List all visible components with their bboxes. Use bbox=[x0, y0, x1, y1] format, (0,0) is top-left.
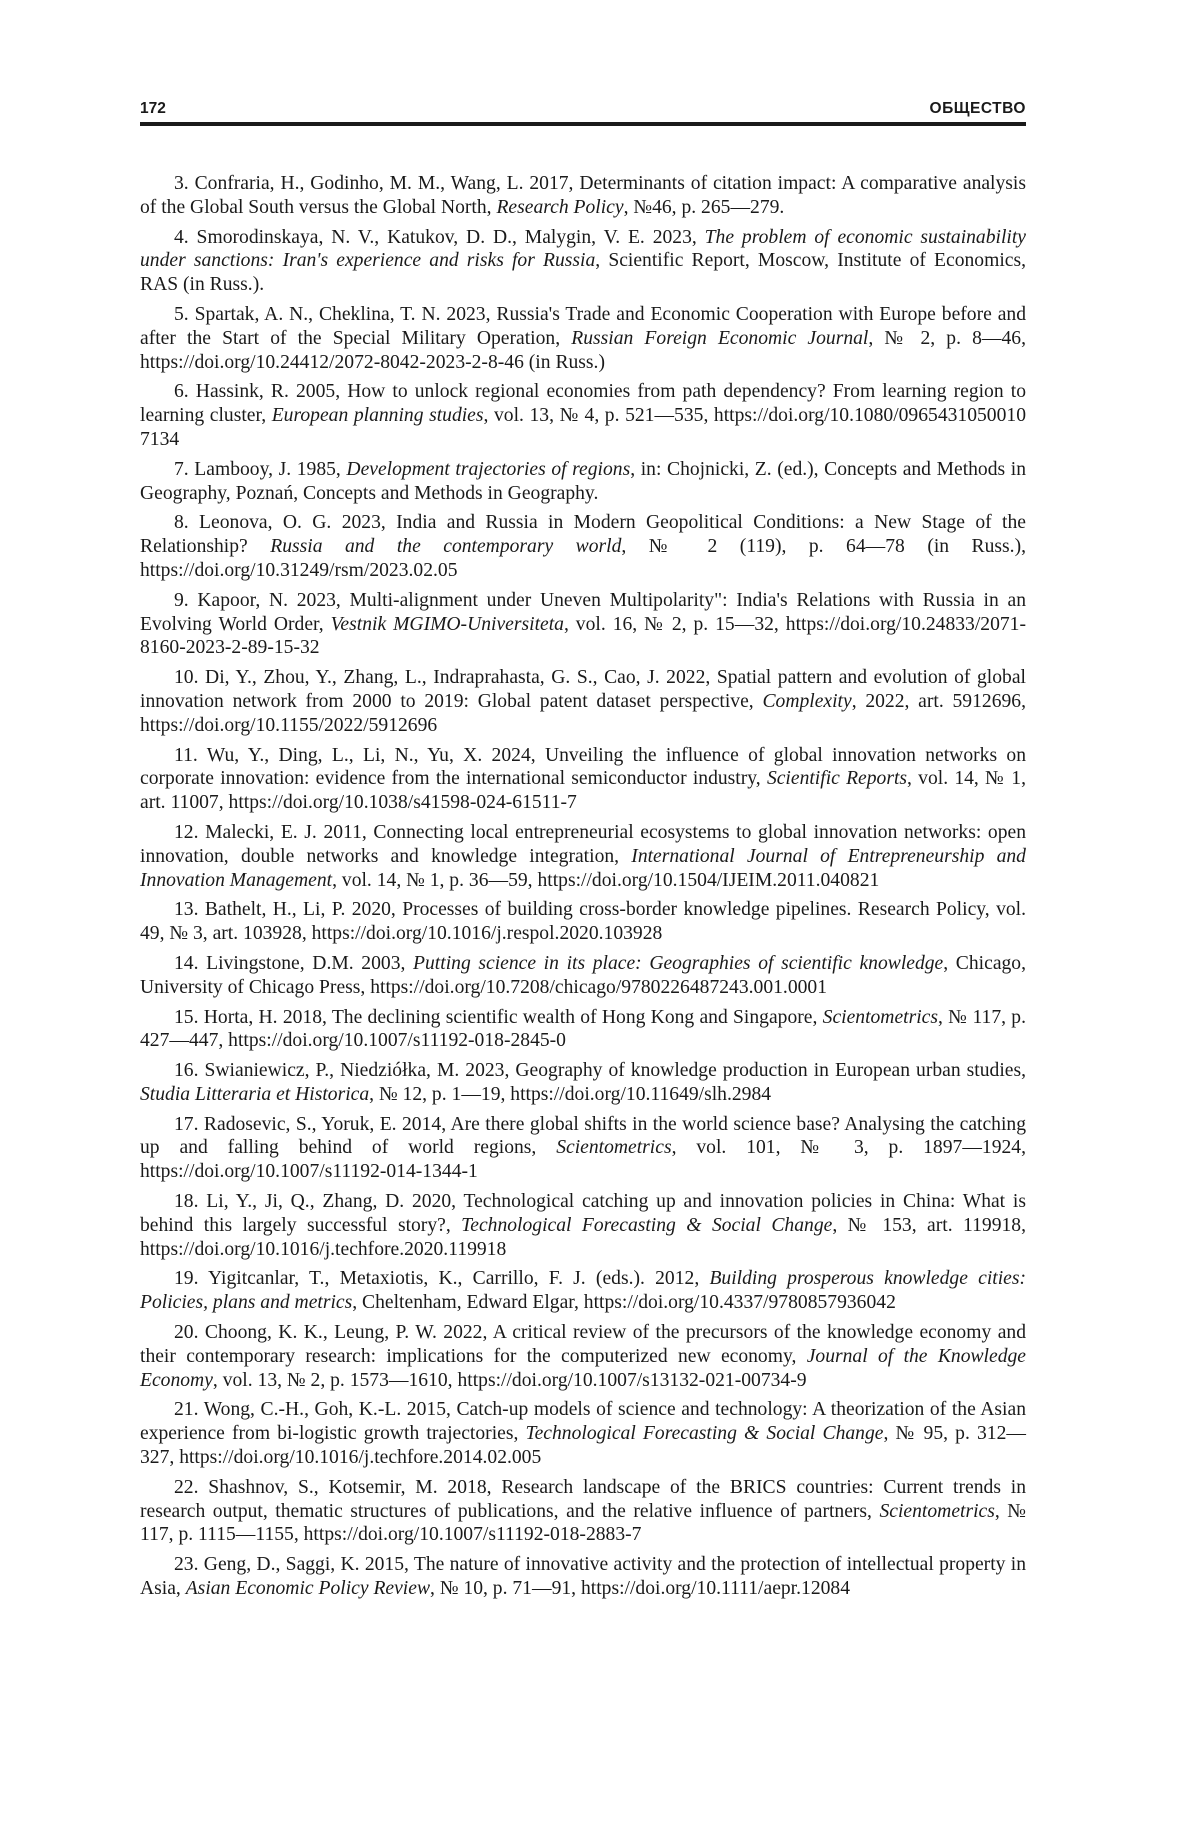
reference-source-title: The problem of economic sustainability under sanctions: Iran's experience and risks for Russia bbox=[140, 227, 1026, 272]
reference-entry bbox=[140, 172, 1026, 220]
reference-details: , 2022, art. 5912696, https://doi.org/10.1155/2022/5912696 bbox=[140, 691, 1026, 736]
reference-entry bbox=[140, 952, 1026, 1000]
page-header bbox=[140, 98, 1026, 124]
reference-source-title: Journal of the Knowledge Economy bbox=[140, 1346, 1026, 1391]
reference-source-title: Russia and the contemporary world bbox=[270, 536, 621, 557]
reference-entry bbox=[140, 1113, 1026, 1184]
reference-text: 4. Smorodinskaya, N. V., Katukov, D. D., Malygin, V. E. 2023, bbox=[174, 227, 705, 248]
reference-details: , № 117, p. 427—447, https://doi.org/10.1007/s11192-018-2845-0 bbox=[140, 1007, 1026, 1052]
reference-source-title: Studia Litteraria et Historica bbox=[140, 1084, 369, 1105]
reference-entry bbox=[140, 666, 1026, 737]
reference-details: , Cheltenham, Edward Elgar, https://doi.org/10.4337/9780857936042 bbox=[352, 1292, 896, 1313]
reference-details: , № 12, p. 1—19, https://doi.org/10.11649/slh.2984 bbox=[369, 1084, 771, 1105]
reference-text: 9. Kapoor, N. 2023, Multi-alignment under Uneven Multipolarity": India's Relations with Russia in an Evolving World Order, bbox=[140, 590, 1026, 635]
reference-details: , Chicago, University of Chicago Press, https://doi.org/10.7208/chicago/9780226487243.001.0001 bbox=[140, 953, 1026, 998]
reference-entry bbox=[140, 744, 1026, 815]
reference-text: 19. Yigitcanlar, T., Metaxiotis, K., Carrillo, F. J. (eds.). 2012, bbox=[174, 1268, 709, 1289]
reference-entry bbox=[140, 458, 1026, 506]
reference-text: 7. Lambooy, J. 1985, bbox=[174, 459, 346, 480]
reference-text: 10. Di, Y., Zhou, Y., Zhang, L., Indraprahasta, G. S., Cao, J. 2022, Spatial pattern and evolution of global innovation network from 2000 to 2019: Global patent dataset perspective, bbox=[140, 667, 1026, 712]
reference-entry bbox=[140, 1190, 1026, 1261]
reference-source-title: Asian Economic Policy Review bbox=[186, 1578, 430, 1599]
reference-source-title: Russian Foreign Economic Journal bbox=[571, 328, 868, 349]
reference-details: , №46, p. 265—279. bbox=[624, 197, 785, 218]
reference-source-title: Scientometrics bbox=[556, 1137, 671, 1158]
reference-entry bbox=[140, 1006, 1026, 1054]
reference-entry bbox=[140, 1321, 1026, 1392]
reference-entry bbox=[140, 1398, 1026, 1469]
reference-entry bbox=[140, 1267, 1026, 1315]
reference-text: 12. Malecki, E. J. 2011, Connecting local entrepreneurial ecosystems to global innovation networks: open innovation, double networks and knowledge integration, bbox=[140, 822, 1026, 867]
reference-entry bbox=[140, 589, 1026, 660]
reference-entry bbox=[140, 1553, 1026, 1601]
reference-source-title: Technological Forecasting & Social Change bbox=[526, 1423, 884, 1444]
reference-details: , vol. 14, № 1, art. 11007, https://doi.org/10.1038/s41598-024-61511-7 bbox=[140, 768, 1026, 813]
reference-details: , № 2 (119), p. 64—78 (in Russ.), https://doi.org/10.31249/rsm/2023.02.05 bbox=[140, 536, 1026, 581]
reference-entry bbox=[140, 511, 1026, 582]
reference-text: 21. Wong, C.-H., Goh, K.-L. 2015, Catch-up models of science and technology: A theorization of the Asian experience from bi-logistic growth trajectories, bbox=[140, 1399, 1026, 1444]
reference-entry bbox=[140, 1476, 1026, 1547]
reference-details: , № 153, art. 119918, https://doi.org/10.1016/j.techfore.2020.119918 bbox=[140, 1215, 1026, 1260]
reference-source-title: Vestnik MGIMO-Universiteta bbox=[331, 614, 564, 635]
reference-source-title: Complexity bbox=[762, 691, 851, 712]
reference-details: , vol. 101, № 3, p. 1897—1924, https://doi.org/10.1007/s11192-014-1344-1 bbox=[140, 1137, 1026, 1182]
reference-source-title: Scientific Reports bbox=[767, 768, 907, 789]
reference-text: 22. Shashnov, S., Kotsemir, M. 2018, Research landscape of the BRICS countries: Current trends in research output, thematic structures of publications, and the relative influence of partners, bbox=[140, 1477, 1026, 1522]
reference-details: , Scientific Report, Moscow, Institute of Economics, RAS (in Russ.). bbox=[140, 250, 1026, 295]
reference-source-title: European planning studies bbox=[272, 405, 484, 426]
reference-entry bbox=[140, 380, 1026, 451]
reference-details: , № 95, p. 312—327, https://doi.org/10.1016/j.techfore.2014.02.005 bbox=[140, 1423, 1026, 1468]
reference-source-title: Scientometrics bbox=[823, 1007, 938, 1028]
reference-entry bbox=[140, 1059, 1026, 1107]
reference-text: 17. Radosevic, S., Yoruk, E. 2014, Are there global shifts in the world science base? Analysing the catching up and falling behind of world regions, bbox=[140, 1114, 1026, 1159]
page-number: 172 bbox=[140, 100, 166, 118]
reference-text: 6. Hassink, R. 2005, How to unlock regional economies from path dependency? From learning region to learning cluster, bbox=[140, 381, 1026, 426]
reference-source-title: Putting science in its place: Geographies of scientific knowledge bbox=[413, 953, 943, 974]
reference-details: , № 10, p. 71—91, https://doi.org/10.1111/aepr.12084 bbox=[430, 1578, 850, 1599]
reference-entry bbox=[140, 821, 1026, 892]
header-rule bbox=[140, 122, 1026, 126]
reference-details: , vol. 16, № 2, p. 15—32, https://doi.org/10.24833/2071-8160-2023-2-89-15-32 bbox=[140, 614, 1026, 659]
reference-entry bbox=[140, 226, 1026, 297]
reference-source-title: Research Policy bbox=[496, 197, 623, 218]
reference-text: 11. Wu, Y., Ding, L., Li, N., Yu, X. 2024, Unveiling the influence of global innovation networks on corporate innovation: evidence from the international semiconductor industry, bbox=[140, 745, 1026, 790]
reference-details: , vol. 13, № 2, p. 1573—1610, https://doi.org/10.1007/s13132-021-00734-9 bbox=[213, 1370, 807, 1391]
reference-text: 8. Leonova, O. G. 2023, India and Russia in Modern Geopolitical Conditions: a New Stage of the Relationship? bbox=[140, 512, 1026, 557]
section-title: ОБЩЕСТВО bbox=[930, 100, 1026, 118]
reference-entry bbox=[140, 898, 1026, 946]
reference-text: 16. Swianiewicz, P., Niedziółka, M. 2023, Geography of knowledge production in European urban studies, bbox=[174, 1060, 1026, 1081]
reference-text: 13. Bathelt, H., Li, P. 2020, Processes of building cross-border knowledge pipelines. Research Policy, vol. 49, № 3, art. 103928, https://doi.org/10.1016/j.respol.2020.103928 bbox=[140, 899, 1026, 944]
reference-entry bbox=[140, 303, 1026, 374]
reference-details: , vol. 14, № 1, p. 36—59, https://doi.org/10.1504/IJEIM.2011.040821 bbox=[332, 870, 879, 891]
reference-source-title: Building prosperous knowledge cities: Policies, plans and metrics bbox=[140, 1268, 1026, 1313]
reference-details: , vol. 13, № 4, p. 521—535, https://doi.org/10.1080/0965431050010 7134 bbox=[140, 405, 1026, 450]
reference-source-title: Development trajectories of regions bbox=[346, 459, 630, 480]
reference-details: , № 2, p. 8—46, https://doi.org/10.24412/2072-8042-2023-2-8-46 (in Russ.) bbox=[140, 328, 1026, 373]
reference-text: 18. Li, Y., Ji, Q., Zhang, D. 2020, Technological catching up and innovation policies in China: What is behind this largely successful story?, bbox=[140, 1191, 1026, 1236]
reference-source-title: Technological Forecasting & Social Change bbox=[461, 1215, 832, 1236]
reference-details: , № 117, p. 1115—1155, https://doi.org/10.1007/s11192-018-2883-7 bbox=[140, 1501, 1026, 1546]
reference-text: 20. Choong, K. K., Leung, P. W. 2022, A critical review of the precursors of the knowledge economy and their contemporary research: implications for the computerized new economy, bbox=[140, 1322, 1026, 1367]
reference-details: , in: Chojnicki, Z. (ed.), Concepts and Methods in Geography, Poznań, Concepts and Methods in Geography. bbox=[140, 459, 1026, 504]
reference-text: 15. Horta, H. 2018, The declining scientific wealth of Hong Kong and Singapore, bbox=[174, 1007, 823, 1028]
reference-text: 23. Geng, D., Saggi, K. 2015, The nature of innovative activity and the protection of intellectual property in Asia, bbox=[140, 1554, 1026, 1599]
reference-text: 3. Confraria, H., Godinho, M. M., Wang, L. 2017, Determinants of citation impact: A comparative analysis of the Global South versus the Global North, bbox=[140, 173, 1026, 218]
reference-text: 14. Livingstone, D.M. 2003, bbox=[174, 953, 413, 974]
reference-source-title: International Journal of Entrepreneurship and Innovation Management bbox=[140, 846, 1026, 891]
reference-source-title: Scientometrics bbox=[880, 1501, 995, 1522]
reference-list bbox=[140, 172, 1026, 1607]
reference-text: 5. Spartak, A. N., Cheklina, T. N. 2023, Russia's Trade and Economic Cooperation with Europe before and after the Start of the Special Military Operation, bbox=[140, 304, 1026, 349]
